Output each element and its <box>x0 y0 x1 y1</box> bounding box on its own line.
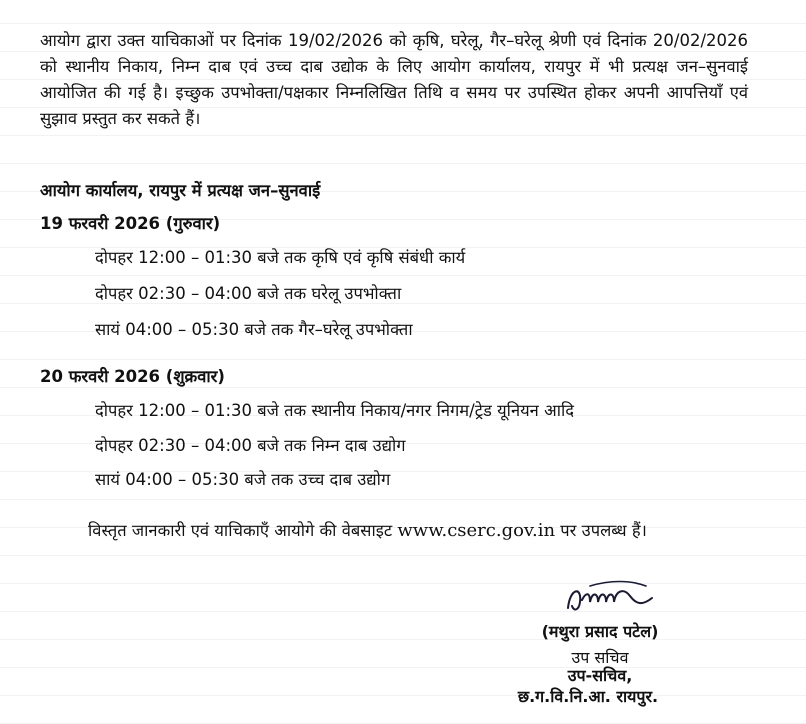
closing-text-post: पर उपलब्ध हैं। <box>555 521 647 540</box>
stamp-line-2: छ.ग.वि.नि.आ. रायपुर. <box>517 687 659 706</box>
signatory-designation: उप सचिव <box>571 648 629 667</box>
day2-slot-2: दोपहर 02:30 – 04:00 बजे तक निम्न दाब उद्योग <box>95 436 406 455</box>
day1-slot-1: दोपहर 12:00 – 01:30 बजे तक कृषि एवं कृषि संबंधी कार्य <box>95 248 466 267</box>
hearing-heading: आयोग कार्यालय, रायपुर में प्रत्यक्ष जन–सुनवाई <box>40 181 321 200</box>
day2-slot-1: दोपहर 12:00 – 01:30 बजे तक स्थानीय निकाय/नगर निगम/ट्रेड यूनियन आदि <box>95 401 574 420</box>
website-link[interactable]: www.cserc.gov.in <box>397 520 556 541</box>
day1-slot-3: सायं 04:00 – 05:30 बजे तक गैर–घरेलू उपभोक्ता <box>95 320 413 339</box>
day1-date: 19 फरवरी 2026 (गुरुवार) <box>40 214 221 233</box>
day1-slot-2: दोपहर 02:30 – 04:00 बजे तक घरेलू उपभोक्ता <box>95 284 402 303</box>
signatory-name: (मथुरा प्रसाद पटेल) <box>541 622 659 641</box>
intro-paragraph: आयोग द्वारा उक्त याचिकाओं पर दिनांक 19/02/2026 को कृषि, घरेलू, गैर–घरेलू श्रेणी एवं दिनांक 20/02/2026 को स्थानीय निकाय, निम्न दाब एवं उच्च दाब उद्योक के लिए आयोग कार्यालय, रायपुर में भी प्रत्यक्ष जन–सुनवाई आयोजित की गई है। इच्छुक उपभोक्ता/पक्षकार निम्नलिखित तिथि व समय पर उपस्थित होकर अपनी आपत्तियाँ एवं सुझाव प्रस्तुत कर सकते हैं। <box>40 31 748 128</box>
handwritten-signature <box>560 578 660 622</box>
closing-paragraph <box>40 518 748 544</box>
day2-date: 20 फरवरी 2026 (शुक्रवार) <box>40 367 225 386</box>
day2-slot-3: सायं 04:00 – 05:30 बजे तक उच्च दाब उद्योग <box>95 470 391 489</box>
stamp-line-1: उप-सचिव, <box>567 666 633 685</box>
closing-text-pre: विस्तृत जानकारी एवं याचिकाएँ आयोगे की वेबसाइट <box>88 521 398 540</box>
